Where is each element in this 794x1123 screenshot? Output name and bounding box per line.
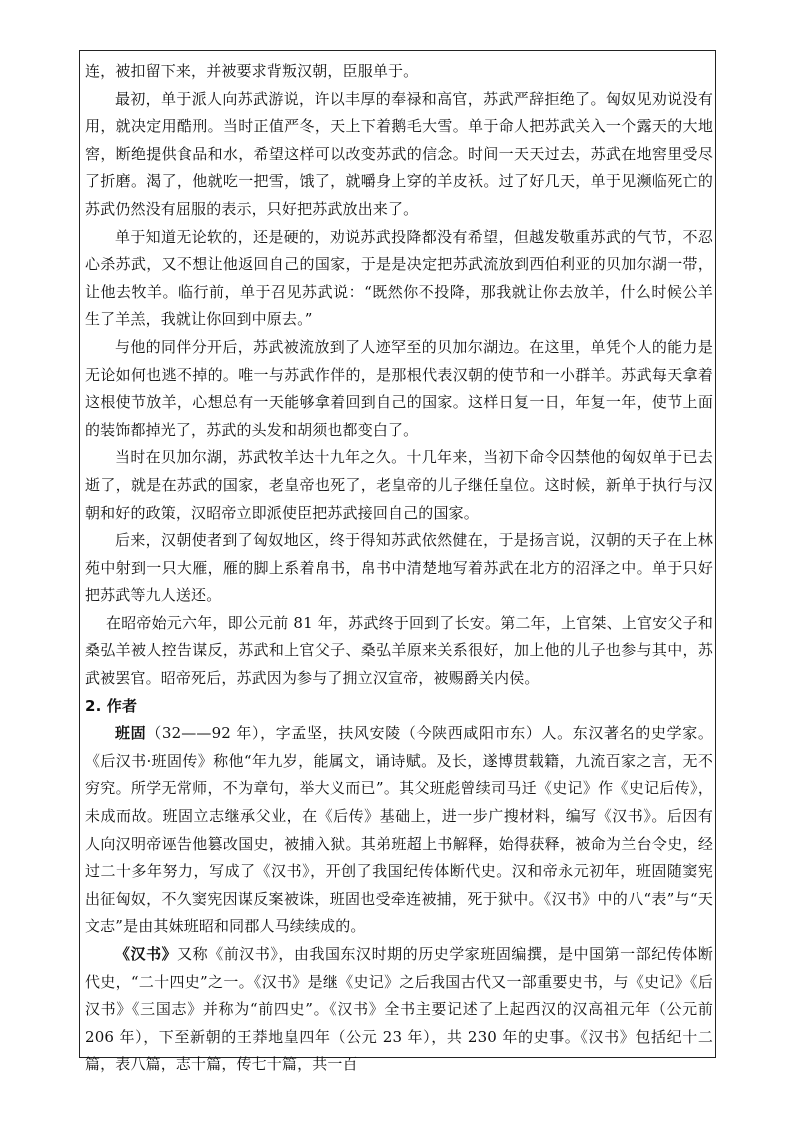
paragraph-3: 单于知道无论软的，还是硬的，劝说苏武投降都没有希望，但越发敬重苏武的气节，不忍心杀苏武，又不想让他返回自己的国家，于是是决定把苏武流放到西伯利亚的贝加尔湖一带，让他去牧羊。临行前，单于召见苏武说：“既然你不投降，那我就让你去放羊，什么时候公羊生了羊羔，我就让你回到中原去。” xyxy=(85,227,713,329)
paragraph-6: 后来，汉朝使者到了匈奴地区，终于得知苏武依然健在，于是扬言说，汉朝的天子在上林苑中射到一只大雁，雁的脚上系着帛书，帛书中清楚地写着苏武在北方的沼泽之中。单于只好把苏武等九人送还。 xyxy=(85,531,713,605)
author-paragraph xyxy=(85,720,713,941)
table-cell-content xyxy=(85,58,713,1079)
paragraph-4: 与他的同伴分开后，苏武被流放到了人迹罕至的贝加尔湖边。在这里，单凭个人的能力是无论如何也逃不掉的。唯一与苏武作伴的，是那根代表汉朝的使节和一小群羊。苏武每天拿着这根使节放羊，心想总有一天能够拿着回到自己的国家。这样日复一日，年复一年，使节上面的装饰都掉光了，苏武的头发和胡须也都变白了。 xyxy=(85,337,713,439)
author-text: （32——92 年），字孟坚，扶风安陵（今陕西咸阳市东）人。东汉著名的史学家。《后汉书·班固传》称他“年九岁，能属文，诵诗赋。及长，遂博贯载籍，九流百家之言，无不穷究。所学无常师，不为章句，举大义而已”。其父班彪曾续司马迁《史记》作《史记后传》，未成而故。班固立志继承父业，在《后传》基础上，进一步广搜材料，编写《汉书》。后因有人向汉明帝诬告他篡改国史，被捕入狱。其弟班超上书解释，始得获释，被命为兰台令史，经过二十多年努力，写成了《汉书》，开创了我国纪传体断代史。汉和帝永元初年，班固随窦宪出征匈奴，不久窦宪因谋反案被诛，班固也受牵连被捕，死于狱中。《汉书》中的八“表”与“天文志”是由其妹班昭和同郡人马续续成的。 xyxy=(85,724,713,936)
author-name: 班固 xyxy=(115,724,147,743)
book-text: 又称《前汉书》，由我国东汉时期的历史学家班固编撰，是中国第一部纪传体断代史，“二十四史”之一。《汉书》是继《史记》之后我国古代又一部重要史书，与《史记》《后汉书》《三国志》并称为“前四史”。《汉书》全书主要记述了上起西汉的汉高祖元年（公元前 206 年），下至新朝的王莽地皇四年（公元 23 年），共 230 年的史事。《汉书》包括纪十二篇，表八篇，志十篇，传七十篇，共一百 xyxy=(85,945,713,1074)
paragraph-1: 连，被扣留下来，并被要求背叛汉朝，臣服单于。 xyxy=(85,62,419,80)
paragraph-5: 当时在贝加尔湖，苏武牧羊达十九年之久。十几年来，当初下命令囚禁他的匈奴单于已去逝了，就是在苏武的国家，老皇帝也死了，老皇帝的儿子继任皇位。这时候，新单于执行与汉朝和好的政策，汉昭帝立即派使臣把苏武接回自己的国家。 xyxy=(85,448,713,522)
book-paragraph xyxy=(85,941,713,1079)
paragraph-7: 在昭帝始元六年，即公元前 81 年，苏武终于回到了长安。第二年，上官桀、上官安父子和桑弘羊被人控告谋反，苏武和上官父子、桑弘羊原来关系很好，加上他的儿子也参与其中，苏武被罢官。昭帝死后，苏武因为参与了拥立汉宣帝，被赐爵关内侯。 xyxy=(85,613,713,688)
paragraph-2: 最初，单于派人向苏武游说，许以丰厚的奉禄和高官，苏武严辞拒绝了。匈奴见劝说没有用，就决定用酷刑。当时正值严冬，天上下着鹅毛大雪。单于命人把苏武关入一个露天的大地窖，断绝提供食品和水，希望这样可以改变苏武的信念。时间一天天过去，苏武在地窖里受尽了折磨。渴了，他就吃一把雪，饿了，就嚼身上穿的羊皮袄。过了好几天，单于见濒临死亡的苏武仍然没有屈服的表示，只好把苏武放出来了。 xyxy=(85,89,713,218)
book-title: 《汉书》 xyxy=(115,945,178,963)
section-heading-author: 2. 作者 xyxy=(85,696,138,715)
